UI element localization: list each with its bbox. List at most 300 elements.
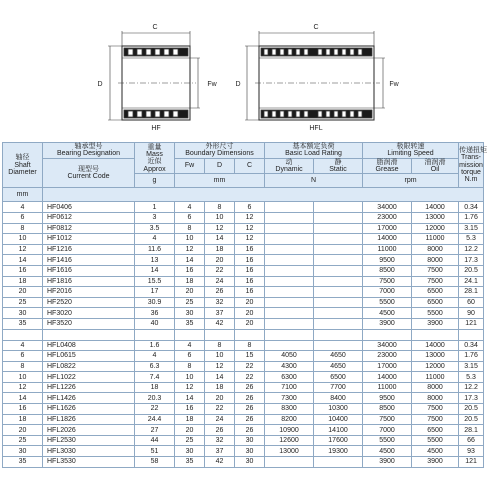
table-cell: 42 [205,318,235,329]
hfl-dim-fw: Fw [389,81,399,88]
table-cell: HFL1626 [43,404,135,415]
hf-row [3,234,484,245]
empty-cell [363,329,412,340]
table-cell: 24 [205,276,235,287]
bearing-drawings [0,0,487,142]
table-cell: 3900 [412,318,459,329]
hf-row [3,202,484,213]
table-cell [265,202,314,213]
table-cell: 22 [205,265,235,276]
table-cell: 8000 [412,382,459,393]
table-cell: 14 [205,234,235,245]
table-cell: 9500 [363,255,412,266]
header-current-code: 现型号 Current Code [43,158,135,188]
table-cell [265,308,314,319]
table-cell: 20.5 [459,414,484,425]
table-cell: 12 [175,244,205,255]
table-cell: 12 [205,223,235,234]
empty-cell [412,329,459,340]
header-dynamic: 动 Dynamic [265,158,314,174]
table-cell: 10 [3,372,43,383]
table-cell: 4 [3,202,43,213]
table-cell: 17000 [363,361,412,372]
table-cell: 11000 [412,372,459,383]
table-cell: 3900 [363,457,412,468]
table-cell: 35 [3,457,43,468]
table-cell: 8200 [265,414,314,425]
table-cell: 13 [135,255,175,266]
table-cell: 7500 [412,276,459,287]
table-cell: 0.34 [459,202,484,213]
table-cell: 7500 [412,265,459,276]
table-cell: 5500 [363,297,412,308]
hfl-row [3,393,484,404]
table-cell: 7500 [363,414,412,425]
table-cell: HF0406 [43,202,135,213]
table-cell: 11000 [363,244,412,255]
table-cell [314,318,363,329]
table-cell: 4650 [314,351,363,362]
table-cell: HF0612 [43,212,135,223]
table-cell: 12.2 [459,382,484,393]
table-cell: 5.3 [459,234,484,245]
unit-n: N [265,174,363,188]
table-cell: 18 [3,414,43,425]
table-cell: 37 [205,308,235,319]
table-cell: 30 [235,457,265,468]
table-cell: HF2016 [43,287,135,298]
table-cell: HFL0822 [43,361,135,372]
table-cell: 26 [235,393,265,404]
table-cell: 12 [235,234,265,245]
spec-table [2,142,487,468]
hfl-row [3,382,484,393]
table-cell: 14 [135,265,175,276]
hf-row [3,297,484,308]
table-cell: 93 [459,446,484,457]
table-cell: 32 [205,435,235,446]
hfl-row [3,361,484,372]
table-cell: 20.3 [135,393,175,404]
table-cell: 3.5 [135,223,175,234]
table-cell: 4 [175,202,205,213]
hf-row [3,255,484,266]
table-cell: 8 [175,361,205,372]
header-shaft: 轴径 Shaft Diameter [3,143,43,188]
empty-cell [175,329,205,340]
table-cell [314,223,363,234]
header-static: 静 Static [314,158,363,174]
table-cell: 25 [175,435,205,446]
table-cell: HFL3030 [43,446,135,457]
table-cell: 10400 [314,414,363,425]
table-cell: HFL0615 [43,351,135,362]
empty-cell [135,329,175,340]
table-cell [265,255,314,266]
unit-spacer [43,188,484,202]
header-grease: 脂润滑 Grease [363,158,412,174]
table-cell: 10 [205,351,235,362]
table-cell: 121 [459,318,484,329]
table-cell: 4 [135,234,175,245]
hfl-row [3,425,484,436]
table-cell: 23000 [363,351,412,362]
table-cell: 30 [175,308,205,319]
table-cell: 9500 [363,393,412,404]
table-cell: 26 [235,404,265,415]
hfl-dim-d: D [235,81,241,88]
table-cell: 16 [175,265,205,276]
table-cell: 12 [175,382,205,393]
table-cell [265,223,314,234]
table-cell: 26 [205,425,235,436]
table-cell: 30 [235,435,265,446]
table-cell [265,297,314,308]
header-mass: 重量 Mass 近似 Approx [135,143,175,174]
table-cell [314,265,363,276]
table-cell: 4500 [412,446,459,457]
table-cell: 18 [135,382,175,393]
table-cell: 4050 [265,351,314,362]
hf-row [3,212,484,223]
table-cell: 4300 [265,361,314,372]
header-boundary: 外形尺寸 Boundary Dimensions [175,143,265,159]
table-cell: 8000 [412,393,459,404]
table-cell: 26 [235,425,265,436]
table-cell: HF1616 [43,265,135,276]
table-cell: 12.2 [459,244,484,255]
table-cell: 20 [205,393,235,404]
table-cell: HFL1022 [43,372,135,383]
table-cell: 20 [175,287,205,298]
table-cell: 35 [3,318,43,329]
table-cell: 14 [175,255,205,266]
table-cell: 16 [235,244,265,255]
table-cell: HFL3530 [43,457,135,468]
table-cell: 16 [235,287,265,298]
table-cell: 20.5 [459,265,484,276]
table-cell: 4 [135,351,175,362]
table-cell: 18 [205,382,235,393]
table-cell: 28.1 [459,425,484,436]
table-cell: 6500 [412,425,459,436]
table-cell [314,255,363,266]
table-cell: 30.9 [135,297,175,308]
table-cell: 20 [175,425,205,436]
table-cell [314,234,363,245]
table-cell: HF1816 [43,276,135,287]
table-cell: 7500 [412,404,459,415]
table-cell: 8 [205,202,235,213]
hf-caption: HF [151,125,161,132]
table-cell: 35 [175,318,205,329]
table-cell: 16 [235,255,265,266]
table-cell: 37 [205,446,235,457]
table-cell [265,244,314,255]
table-cell: 14 [3,255,43,266]
table-cell: 17 [135,287,175,298]
table-cell: 13000 [265,446,314,457]
table-cell: 16 [175,404,205,415]
table-cell: HFL2530 [43,435,135,446]
table-cell: 12 [205,361,235,372]
table-cell: 10 [175,234,205,245]
table-cell: 12000 [412,361,459,372]
unit-g: g [135,174,175,188]
table-cell: 6 [175,351,205,362]
table-cell: 6500 [412,287,459,298]
table-cell: 11000 [412,234,459,245]
table-cell: 8 [205,340,235,351]
table-cell: 7000 [363,425,412,436]
table-cell: 17000 [363,223,412,234]
table-cell [314,287,363,298]
table-cell: 14100 [314,425,363,436]
table-cell: 20 [235,297,265,308]
table-cell: HF1216 [43,244,135,255]
hfl-row [3,351,484,362]
table-cell: 10300 [314,404,363,415]
table-cell: 3.15 [459,361,484,372]
table-cell: 16 [235,276,265,287]
empty-cell [235,329,265,340]
table-cell: 6500 [314,372,363,383]
table-cell: HF2520 [43,297,135,308]
hfl-row [3,414,484,425]
table-cell: 14000 [412,340,459,351]
header-speed: 极限转速 Limiting Speed [363,143,459,159]
empty-cell [205,329,235,340]
table-cell: 6 [3,351,43,362]
table-cell: 5500 [363,435,412,446]
table-cell: HFL1226 [43,382,135,393]
empty-cell [43,329,135,340]
hf-row [3,265,484,276]
table-cell: 6500 [412,297,459,308]
table-cell: 1 [135,202,175,213]
table-cell: HF3520 [43,318,135,329]
table-cell: 17600 [314,435,363,446]
table-cell: 8 [3,361,43,372]
table-cell: 14 [175,393,205,404]
table-cell: 15 [235,351,265,362]
hfl-row [3,457,484,468]
table-cell: 4500 [363,308,412,319]
table-cell: 12600 [265,435,314,446]
table-cell: 14 [3,393,43,404]
table-cell: 10 [3,234,43,245]
hfl-drawing [245,31,385,120]
table-cell [314,457,363,468]
table-cell: 51 [135,446,175,457]
table-cell: 5.3 [459,372,484,383]
table-cell: 8 [235,340,265,351]
table-cell: HFL1826 [43,414,135,425]
table-cell: 8 [3,223,43,234]
table-cell: 0.34 [459,340,484,351]
hfl-row [3,372,484,383]
hf-dim-d: D [97,81,103,88]
table-cell: 20 [205,255,235,266]
empty-cell [314,329,363,340]
table-cell: 12 [3,244,43,255]
section-gap-row [3,329,484,340]
table-cell: 12 [235,212,265,223]
table-cell: 6300 [265,372,314,383]
table-cell: 8500 [363,404,412,415]
hfl-row [3,340,484,351]
table-cell [265,287,314,298]
unit-mm: mm [175,174,265,188]
table-cell: 1.76 [459,212,484,223]
table-cell: 5500 [412,435,459,446]
table-cell: 35 [175,457,205,468]
table-cell: 18 [205,244,235,255]
table-cell: 30 [3,446,43,457]
table-cell: 13000 [412,351,459,362]
header-d: D [205,158,235,174]
table-cell: 14000 [412,202,459,213]
table-cell: 6 [3,212,43,223]
table-cell: 8000 [412,244,459,255]
hf-row [3,223,484,234]
table-cell: HF1012 [43,234,135,245]
table-cell [314,276,363,287]
table-cell: HF3020 [43,308,135,319]
table-cell: 7500 [412,414,459,425]
table-cell: 14000 [363,372,412,383]
table-cell: 3900 [412,457,459,468]
table-cell [265,234,314,245]
table-cell: 8500 [363,265,412,276]
table-cell: 12 [235,223,265,234]
hf-dim-c: C [152,24,158,31]
table-cell: HFL2026 [43,425,135,436]
table-cell: 16 [3,404,43,415]
table-cell [265,265,314,276]
table-cell: 24 [205,414,235,425]
table-cell: 34000 [363,202,412,213]
table-cell: 44 [135,435,175,446]
table-cell [314,202,363,213]
table-cell: 6.3 [135,361,175,372]
table-cell: 34000 [363,340,412,351]
unit-rpm: rpm [363,174,459,188]
table-cell: 19300 [314,446,363,457]
table-cell: 11.6 [135,244,175,255]
table-cell: 7700 [314,382,363,393]
table-header [3,143,487,202]
table-body [3,202,484,467]
hf-drawing [108,31,200,120]
table-cell: 13000 [412,212,459,223]
table-cell: 22 [235,361,265,372]
table-cell: 60 [459,297,484,308]
table-cell: 16 [235,265,265,276]
table-cell: 18 [175,276,205,287]
table-cell: 121 [459,457,484,468]
table-cell: 14000 [363,234,412,245]
table-cell: 40 [135,318,175,329]
table-cell: HF1416 [43,255,135,266]
table-cell: 27 [135,425,175,436]
table-cell: HFL1426 [43,393,135,404]
unit-shaft-mm: mm [3,188,43,202]
table-cell: 7.4 [135,372,175,383]
header-c: C [235,158,265,174]
header-fw: Fw [175,158,205,174]
table-cell: 20.5 [459,404,484,415]
table-cell: 24.4 [135,414,175,425]
table-cell: 25 [175,297,205,308]
table-cell: 22 [205,404,235,415]
table-cell: 7000 [363,287,412,298]
table-cell: 16 [3,265,43,276]
table-cell: 23000 [363,212,412,223]
table-cell: 18 [3,276,43,287]
table-cell [314,308,363,319]
table-cell: 42 [205,457,235,468]
table-cell: 20 [235,318,265,329]
table-cell: 26 [205,287,235,298]
table-cell: 36 [135,308,175,319]
table-cell: HFL0408 [43,340,135,351]
table-cell: 7100 [265,382,314,393]
empty-cell [459,329,484,340]
table-cell: 11000 [363,382,412,393]
table-cell: 8400 [314,393,363,404]
table-cell: 5500 [412,308,459,319]
hf-row [3,287,484,298]
table-cell: 15.5 [135,276,175,287]
table-cell [265,318,314,329]
table-cell: 22 [235,372,265,383]
hfl-row [3,435,484,446]
header-load: 基本额定负荷 Basic Load Rating [265,143,363,159]
table-cell: 28.1 [459,287,484,298]
header-torque: 传递扭矩 Trans- mission torque N.m [459,143,484,188]
table-cell: 4 [175,340,205,351]
table-cell: 8300 [265,404,314,415]
table-cell [265,340,314,351]
hf-row [3,318,484,329]
table-cell: 4 [3,340,43,351]
table-cell: 32 [205,297,235,308]
table-cell: 3.15 [459,223,484,234]
table-cell: 17.3 [459,255,484,266]
table-cell: 25 [3,297,43,308]
hf-row [3,276,484,287]
table-cell: 20 [235,308,265,319]
hf-row [3,244,484,255]
table-cell: 7500 [363,276,412,287]
hf-dim-fw: Fw [207,81,217,88]
table-cell [265,276,314,287]
table-cell: 10 [175,372,205,383]
table-cell: 1.6 [135,340,175,351]
table-cell: 3900 [363,318,412,329]
table-cell: 30 [175,446,205,457]
table-cell [265,457,314,468]
header-oil: 油润滑 Oil [412,158,459,174]
table-cell: 24.1 [459,276,484,287]
table-cell: 14 [205,372,235,383]
table-cell: HF0812 [43,223,135,234]
table-cell: 6 [175,212,205,223]
table-cell: 25 [3,435,43,446]
table-cell [314,340,363,351]
table-cell: 4650 [314,361,363,372]
